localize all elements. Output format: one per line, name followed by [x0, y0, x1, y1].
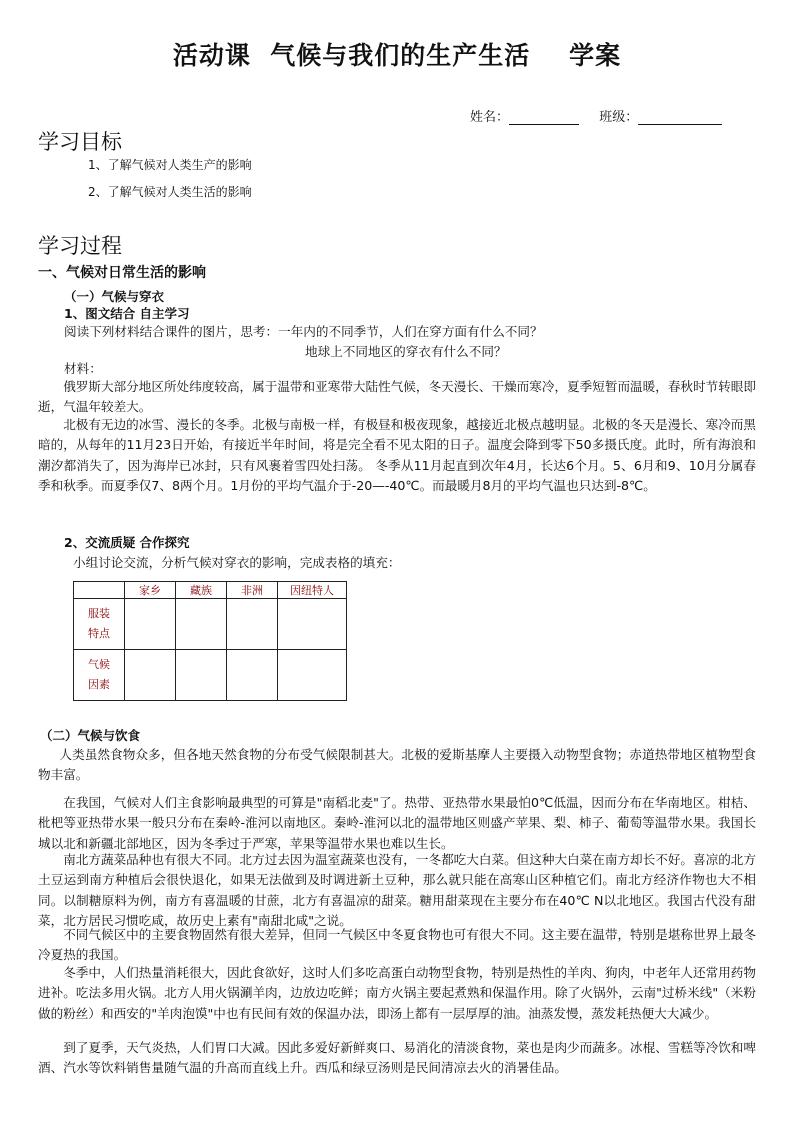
diet-para-6: 到了夏季，天气炎热，人们胃口大减。因此多爱好新鲜爽口、易消化的清淡食物，菜也是肉少而蔬多。冰棍、雪糕等冷饮和啤酒、汽水等饮料销售量随气温的升高而直线上升。西瓜和绿豆汤则是民间清凉去火的消暑佳品。 [38, 1040, 756, 1076]
table-row [74, 650, 347, 701]
process-heading: 学习过程 [38, 234, 122, 258]
table-cell-input[interactable] [125, 599, 176, 650]
goal-item-2: 2、了解气候对人类生活的影响 [88, 185, 252, 199]
step1-heading: 1、图文结合 自主学习 [64, 306, 190, 321]
table-row [74, 599, 347, 650]
page-title: 活动课 气候与我们的生产生活 学案 [172, 41, 622, 70]
table-cell-input[interactable] [278, 599, 347, 650]
table-cell-input[interactable] [227, 599, 278, 650]
material-para-1: 俄罗斯大部分地区所处纬度较高，属于温带和亚寒带大陆性气候，冬天漫长、干燥而寒冷，夏季短暂而温暖，春秋时节转眼即逝，气温年较差大。 [38, 379, 756, 415]
table-cell-input[interactable] [176, 650, 227, 701]
sub-heading-clothing: （一）气候与穿衣 [64, 289, 165, 304]
table-cell-input[interactable] [125, 650, 176, 701]
table-cell-input[interactable] [227, 650, 278, 701]
material-label: 材料： [64, 361, 102, 376]
name-label: 姓名： [470, 110, 510, 125]
column-header: 非洲 [227, 582, 278, 599]
material-para-2: 北极有无边的冰雪、漫长的冬季。北极与南极一样，有极昼和极夜现象，越接近北极点越明显。北极的冬天是漫长、寒冷而黑暗的，从每年的11月23日开始，有接近半年时间，将是完全看不见太阳的日子。温度会降到零下50多摄氏度。此时，所有海浪和潮汐都消失了，因为海岸已冰封，只有风裹着雪四处扫荡。 冬季从11月起直到次年4月，长达6个月。5、6月和9、10月分属春季和秋季。而夏季仅7、8两个月。1月份的平均气温介于-20—-40℃。而最暖月8月的平均气温也只达到-8℃。 [38, 417, 756, 494]
table-instruction: 小组讨论交流，分析气候对穿衣的影响，完成表格的填充： [73, 555, 401, 570]
section1-heading: 一、气候对日常生活的影响 [38, 265, 206, 281]
table-cell-input[interactable] [278, 650, 347, 701]
table-corner-cell [74, 582, 125, 599]
column-header: 因纽特人 [278, 582, 347, 599]
row-label-climate: 气候 因素 [74, 650, 125, 701]
name-class-line [470, 106, 722, 125]
step2-heading: 2、交流质疑 合作探究 [64, 535, 190, 550]
column-header: 藏族 [176, 582, 227, 599]
row-label-clothing: 服装 特点 [74, 599, 125, 650]
clothing-table [73, 581, 347, 701]
class-label: 班级： [599, 110, 639, 125]
class-blank[interactable] [638, 112, 722, 125]
diet-para-5: 冬季中，人们热量消耗很大，因此食欲好，这时人们多吃高蛋白动物型食物，特别是热性的羊肉、狗肉，中老年人还常用药物进补。吃法多用火锅。北方人用火锅涮羊肉，边放边吃鲜；南方火锅主要起煮熟和保温作用。除了火锅外，云南"过桥米线"（米粉做的粉丝）和西安的"羊肉泡馍"中也有民间有效的保温办法，即汤上都有一层厚厚的油。油蒸发慢，蒸发耗热便大大减少。 [38, 965, 756, 1021]
diet-para-3: 南北方蔬菜品种也有很大不同。北方过去因为温室蔬菜也没有，一冬都吃大白菜。但这种大白菜在南方却长不好。喜凉的北方土豆运到南方种植后会很快退化，如果无法做到及时调进新土豆种，那么就只能在高寒山区种植它们。南北方经济作物也大不相同。以制糖原料为例，南方有喜温暖的甘蔗，北方有喜温凉的甜菜。糖用甜菜现在主要分布在40℃ N以北地区。我国古代没有甜菜，北方居民习惯吃咸，故历史上素有"南甜北咸"之说。 [38, 852, 756, 929]
name-blank[interactable] [509, 112, 579, 125]
column-header: 家乡 [125, 582, 176, 599]
diet-para-2: 在我国，气候对人们主食影响最典型的可算是"南稻北麦"了。热带、亚热带水果最怕0℃低温，因而分布在华南地区。柑桔、枇杷等亚热带水果一般只分布在秦岭-淮河以南地区。秦岭-淮河以北的温带地区则盛产苹果、梨、柿子、葡萄等温带水果。我国长城以北和新疆北部地区，因为冬季过于严寒，苹果等温带水果也难以生长。 [38, 795, 756, 851]
table-header-row [74, 582, 347, 599]
goals-heading: 学习目标 [38, 130, 122, 154]
diet-para-4: 不同气候区中的主要食物固然有很大差异，但同一气候区中冬夏食物也可有很大不同。这主要在温带，特别是堪称世界上最冬冷夏热的我国。 [38, 927, 756, 963]
table-cell-input[interactable] [176, 599, 227, 650]
question-1: 阅读下列材料结合课件的图片，思考：一年内的不同季节，人们在穿方面有什么不同？ [64, 324, 543, 339]
question-2: 地球上不同地区的穿衣有什么不同？ [305, 344, 507, 359]
sub-heading-diet: （二）气候与饮食 [40, 728, 141, 743]
diet-para-1: 人类虽然食物众多，但各地天然食物的分布受气候限制甚大。北极的爱斯基摩人主要摄入动物型食物；赤道热带地区植物型食物丰富。 [38, 747, 756, 783]
goal-item-1: 1、了解气候对人类生产的影响 [88, 158, 252, 172]
